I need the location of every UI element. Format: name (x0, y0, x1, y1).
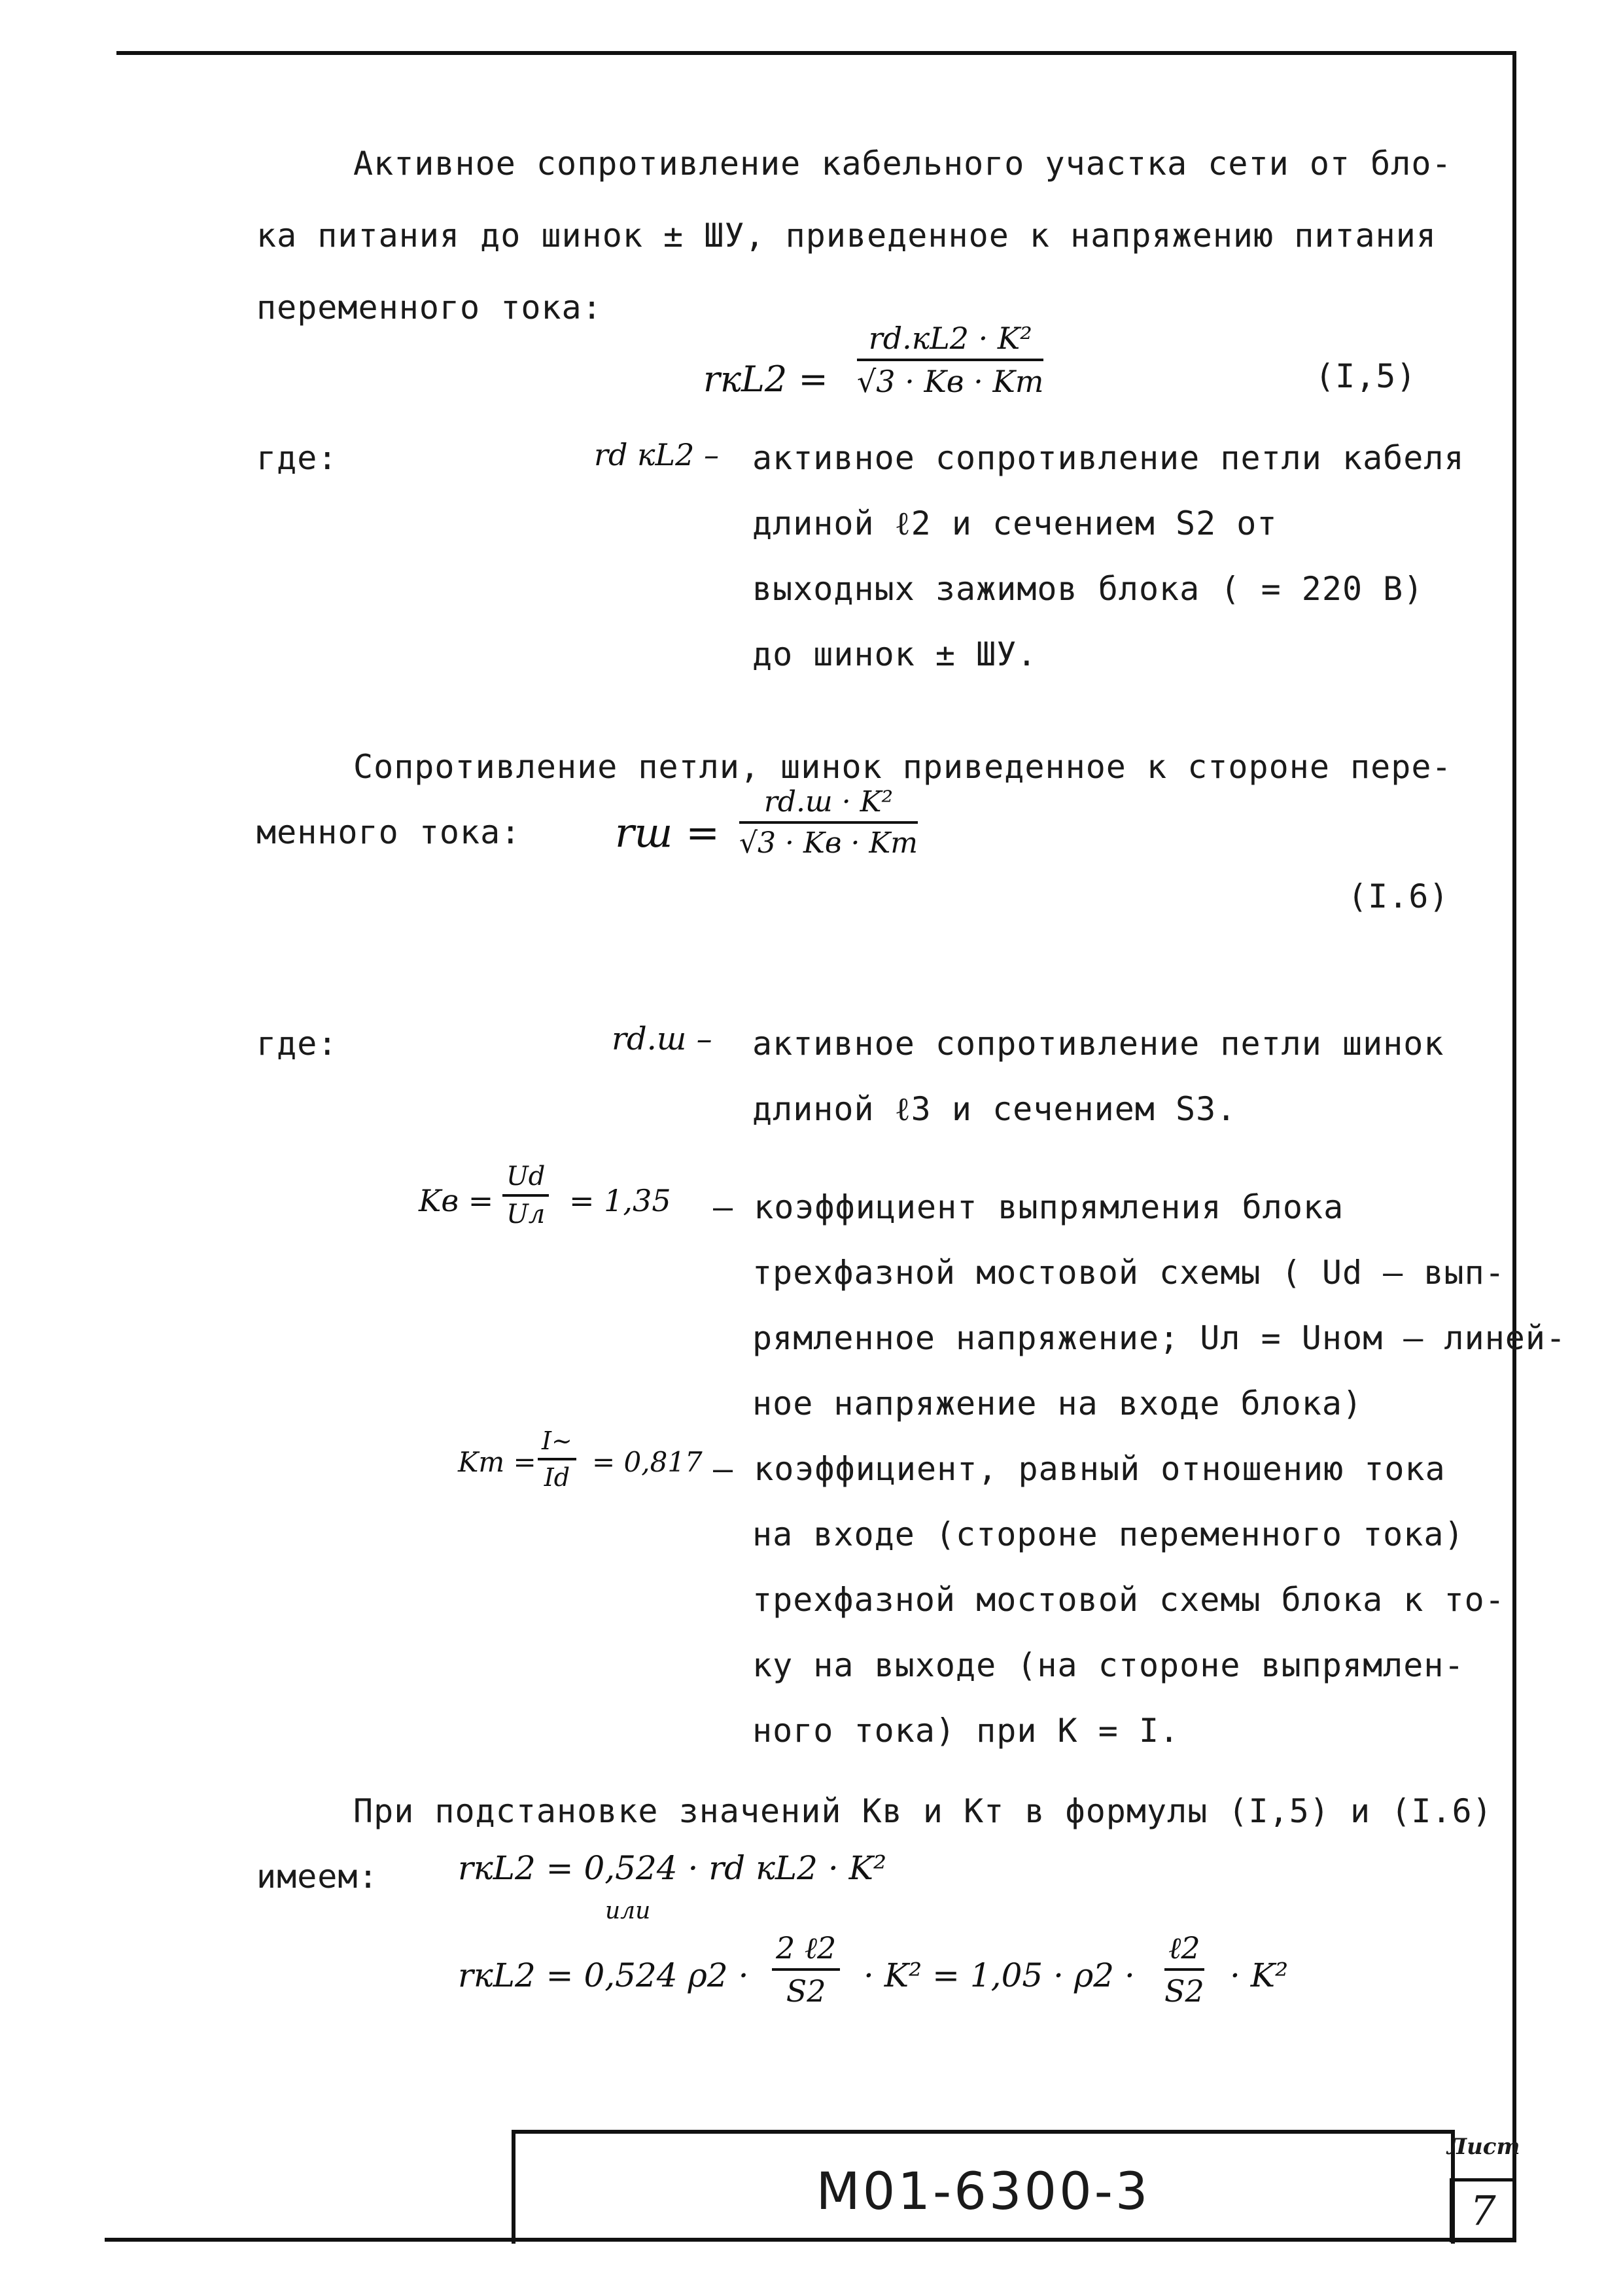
result-formula-2-fraction-1 (772, 1930, 840, 2009)
kt-line-5: ного тока) при К = I. (752, 1712, 1180, 1750)
result-fraction-2-numerator: ℓ2 (1164, 1930, 1204, 1971)
kt-fraction (538, 1426, 576, 1492)
frame-right-border (1512, 51, 1516, 2240)
kv-line-2: трехфазной мостовой схемы ( Ud – вып- (752, 1254, 1505, 1292)
title-block (512, 2130, 1455, 2244)
paragraph-2-line-2: менного тока: (256, 813, 521, 851)
kv-lhs: Kв = (419, 1183, 494, 1218)
where-2-symbol: rd.ш – (612, 1021, 712, 1057)
result-formula-2-part-c: · K² (1230, 1956, 1289, 1994)
kt-denominator: Id (544, 1463, 570, 1492)
formula-16-number: (I.6) (1348, 877, 1450, 915)
result-formula-2-fraction-2 (1164, 1930, 1204, 2009)
result-fraction-1-denominator: S2 (786, 1973, 826, 2009)
where-2-line-2: длиной ℓ3 и сечением S3. (752, 1090, 1237, 1128)
result-fraction-1-numerator: 2 ℓ2 (772, 1930, 840, 1971)
kt-line-2: на входе (стороне переменного тока) (752, 1515, 1465, 1553)
paragraph-1-line-3: переменного тока: (256, 289, 602, 327)
result-or-label: или (605, 1898, 651, 1924)
kv-line-4: ное напряжение на входе блока) (752, 1385, 1363, 1422)
formula-15-denominator: √3 · Kв · Kт (857, 364, 1044, 399)
formula-15-fraction (857, 321, 1043, 399)
sheet-label: Лист (1447, 2134, 1520, 2160)
formula-16-numerator: rd.ш · K² (739, 785, 918, 824)
result-fraction-2-denominator: S2 (1164, 1973, 1204, 2009)
paragraph-3-line-1: При подстановке значений Кв и Кт в формулы (I,5) и (I.6) (353, 1792, 1493, 1830)
result-formula-2-part-b: · K² = 1,05 · ρ2 · (864, 1956, 1135, 1994)
formula-16-lhs: rш = (615, 809, 720, 857)
where-label-2: где: (256, 1025, 338, 1063)
result-formula-2-part-a: rкL2 = 0,524 ρ2 · (458, 1956, 749, 1994)
where-2-line-1: активное сопротивление петли шинок (752, 1025, 1444, 1063)
kv-fraction (502, 1161, 549, 1229)
kt-line-1: – коэффициент, равный отношению тока (713, 1450, 1446, 1488)
where-label-1: где: (256, 439, 338, 477)
where-1-line-4: до шинок ± ШУ. (752, 635, 1038, 673)
kt-lhs: Kт = (458, 1446, 536, 1478)
paragraph-1-line-1: Активное сопротивление кабельного участка сети от бло- (353, 145, 1452, 183)
kt-numerator: I~ (538, 1426, 576, 1460)
kt-line-4: ку на выходе (на стороне выпрямлен- (752, 1646, 1465, 1684)
paragraph-2-line-1: Сопротивление петли, шинок приведенное к стороне пере- (353, 748, 1452, 786)
where-1-line-1: активное сопротивление петли кабеля (752, 439, 1465, 477)
sheet-number: 7 (1470, 2187, 1496, 2234)
kt-value: = 0,817 (592, 1446, 703, 1478)
where-1-line-3: выходных зажимов блока ( = 220 В) (752, 570, 1424, 608)
document-code: М01-6300-3 (816, 2163, 1151, 2221)
where-1-symbol: rd кL2 – (594, 437, 719, 472)
frame-top-border (116, 51, 1516, 55)
kv-numerator: Ud (502, 1161, 549, 1197)
paragraph-3-line-2: имеем: (256, 1858, 379, 1896)
result-formula-1: rкL2 = 0,524 · rd кL2 · K² (458, 1849, 887, 1887)
sheet-number-box (1450, 2178, 1516, 2242)
kv-value: = 1,35 (569, 1183, 671, 1218)
kt-line-3: трехфазной мостовой схемы блока к то- (752, 1581, 1505, 1619)
kv-line-1: – коэффициент выпрямления блока (713, 1188, 1344, 1226)
where-1-line-2: длиной ℓ2 и сечением S2 от (752, 504, 1278, 542)
formula-16-denominator: √3 · Kв · Kт (739, 826, 918, 860)
formula-16-fraction (739, 785, 918, 860)
formula-15-numerator: rd.кL2 · K² (857, 321, 1043, 361)
paragraph-1-line-2: ка питания до шинок ± ШУ, приведенное к напряжению питания (256, 217, 1437, 255)
kv-line-3: рямленное напряжение; Uл = Uном – линей- (752, 1319, 1567, 1357)
kv-denominator: Uл (506, 1199, 546, 1229)
formula-15-lhs: rкL2 = (703, 359, 828, 400)
sheet-box (1447, 2130, 1520, 2240)
formula-15-number: (I,5) (1315, 357, 1417, 395)
